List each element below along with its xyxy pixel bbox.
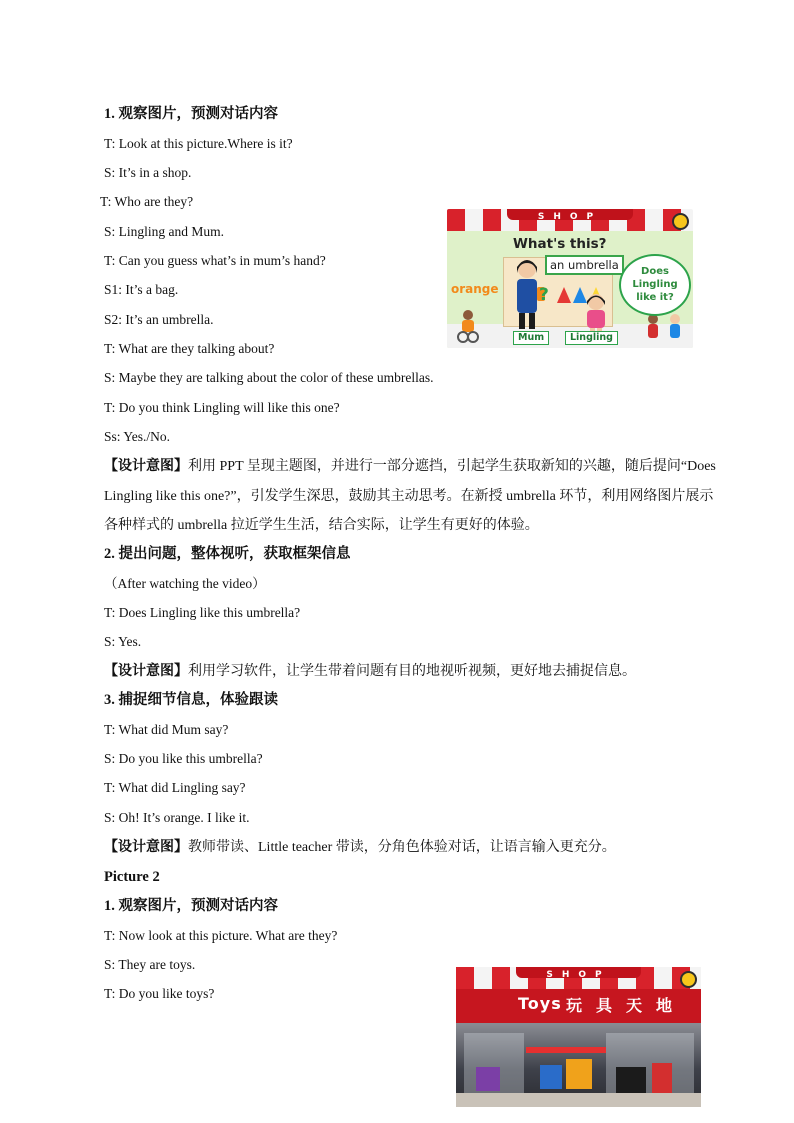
dialogue-line: Ss: Yes./No.	[104, 429, 171, 444]
intent-text: 利用 PPT 呈现主题图，并进行一部分遮挡，引起学生获取新知的兴趣，随后提问“Does Lingling like this one?”，引发学生深思，鼓励其主动思考。在新授 umbrella 环节，利用网络图片展示各种样式的 umbrella 拉近学生生活，结合实际，让学生有更好的体验。	[104, 459, 716, 533]
section1-heading: 1. 观察图片，预测对话内容	[104, 106, 278, 122]
question-title: What's this?	[513, 236, 607, 252]
toy-box	[616, 1067, 646, 1093]
badge-icon	[672, 213, 689, 230]
question-mark: ?	[539, 285, 549, 305]
shop-scene-image	[447, 209, 693, 348]
picture2-title: Picture 2	[104, 869, 160, 885]
thought-bubble-text: Does Lingling like it?	[632, 266, 678, 303]
design-intent-3	[104, 833, 724, 863]
awning-label: SHOP	[537, 212, 603, 222]
toy-box	[540, 1065, 562, 1089]
dialogue-line: T: What did Lingling say?	[104, 780, 246, 795]
dialogue-line: S: Lingling and Mum.	[104, 224, 225, 239]
toy-box	[566, 1059, 592, 1089]
children-figure-icon	[643, 313, 689, 345]
umbrella-icon	[557, 287, 571, 303]
intent-tag: 【设计意图】	[104, 459, 188, 474]
intent-text: 利用学习软件，让学生带着问题有目的地视听视频，更好地去捕捉信息。	[188, 664, 636, 679]
store-sign-english: Toys	[518, 994, 562, 1013]
dialogue-line: S: It’s in a shop.	[104, 165, 192, 180]
toy-store-image	[456, 967, 701, 1107]
section2-heading: 2. 提出问题，整体视听，获取框架信息	[104, 546, 351, 562]
name-label-lingling: Lingling	[565, 331, 618, 345]
intent-tag: 【设计意图】	[104, 664, 188, 679]
dialogue-line: T: Do you like toys?	[104, 986, 215, 1001]
section3-heading: 3. 捕捉细节信息，体验跟读	[104, 692, 278, 708]
dialogue-line: T: What did Mum say?	[104, 722, 229, 737]
dialogue-line: T: Does Lingling like this umbrella?	[104, 605, 301, 620]
dialogue-line: S: They are toys.	[104, 957, 196, 972]
name-label-mum: Mum	[513, 331, 549, 345]
toy-box	[652, 1063, 672, 1093]
intent-text: 教师带读、Little teacher 带读，分角色体验对话，让语言输入更充分。	[188, 840, 616, 855]
intent-tag: 【设计意图】	[104, 840, 188, 855]
design-intent-2	[104, 657, 724, 687]
dialogue-line: T: Who are they?	[100, 194, 194, 209]
dialogue-line: T: Now look at this picture. What are they?	[104, 928, 338, 943]
dialogue-line: S: Oh! It’s orange. I like it.	[104, 810, 250, 825]
lingling-figure-icon	[581, 293, 611, 335]
toy-box	[476, 1067, 500, 1091]
dialogue-line: S: Yes.	[104, 634, 142, 649]
dialogue-line: S2: It’s an umbrella.	[104, 312, 214, 327]
shelf	[526, 1047, 606, 1053]
answer-label: an umbrella	[545, 255, 624, 275]
dialogue-line: T: Can you guess what’s in mum’s hand?	[104, 253, 326, 268]
store-sign-chinese: 玩具天地	[566, 996, 687, 1015]
section2-note: （After watching the video）	[104, 576, 266, 591]
design-intent-1	[104, 452, 724, 541]
child-figure-icon	[457, 309, 479, 343]
store-floor	[456, 1093, 701, 1107]
picture2-heading: 1. 观察图片，预测对话内容	[104, 898, 278, 914]
dialogue-line: T: What are they talking about?	[104, 341, 275, 356]
color-label: orange	[451, 282, 499, 296]
dialogue-line: S: Maybe they are talking about the color of these umbrellas.	[104, 370, 434, 385]
dialogue-line: S1: It’s a bag.	[104, 282, 179, 297]
dialogue-line: T: Do you think Lingling will like this one?	[104, 400, 340, 415]
dialogue-line: T: Look at this picture.Where is it?	[104, 136, 293, 151]
dialogue-line: S: Do you like this umbrella?	[104, 751, 263, 766]
awning-label: SHOP	[546, 970, 611, 980]
badge-icon	[680, 971, 697, 988]
